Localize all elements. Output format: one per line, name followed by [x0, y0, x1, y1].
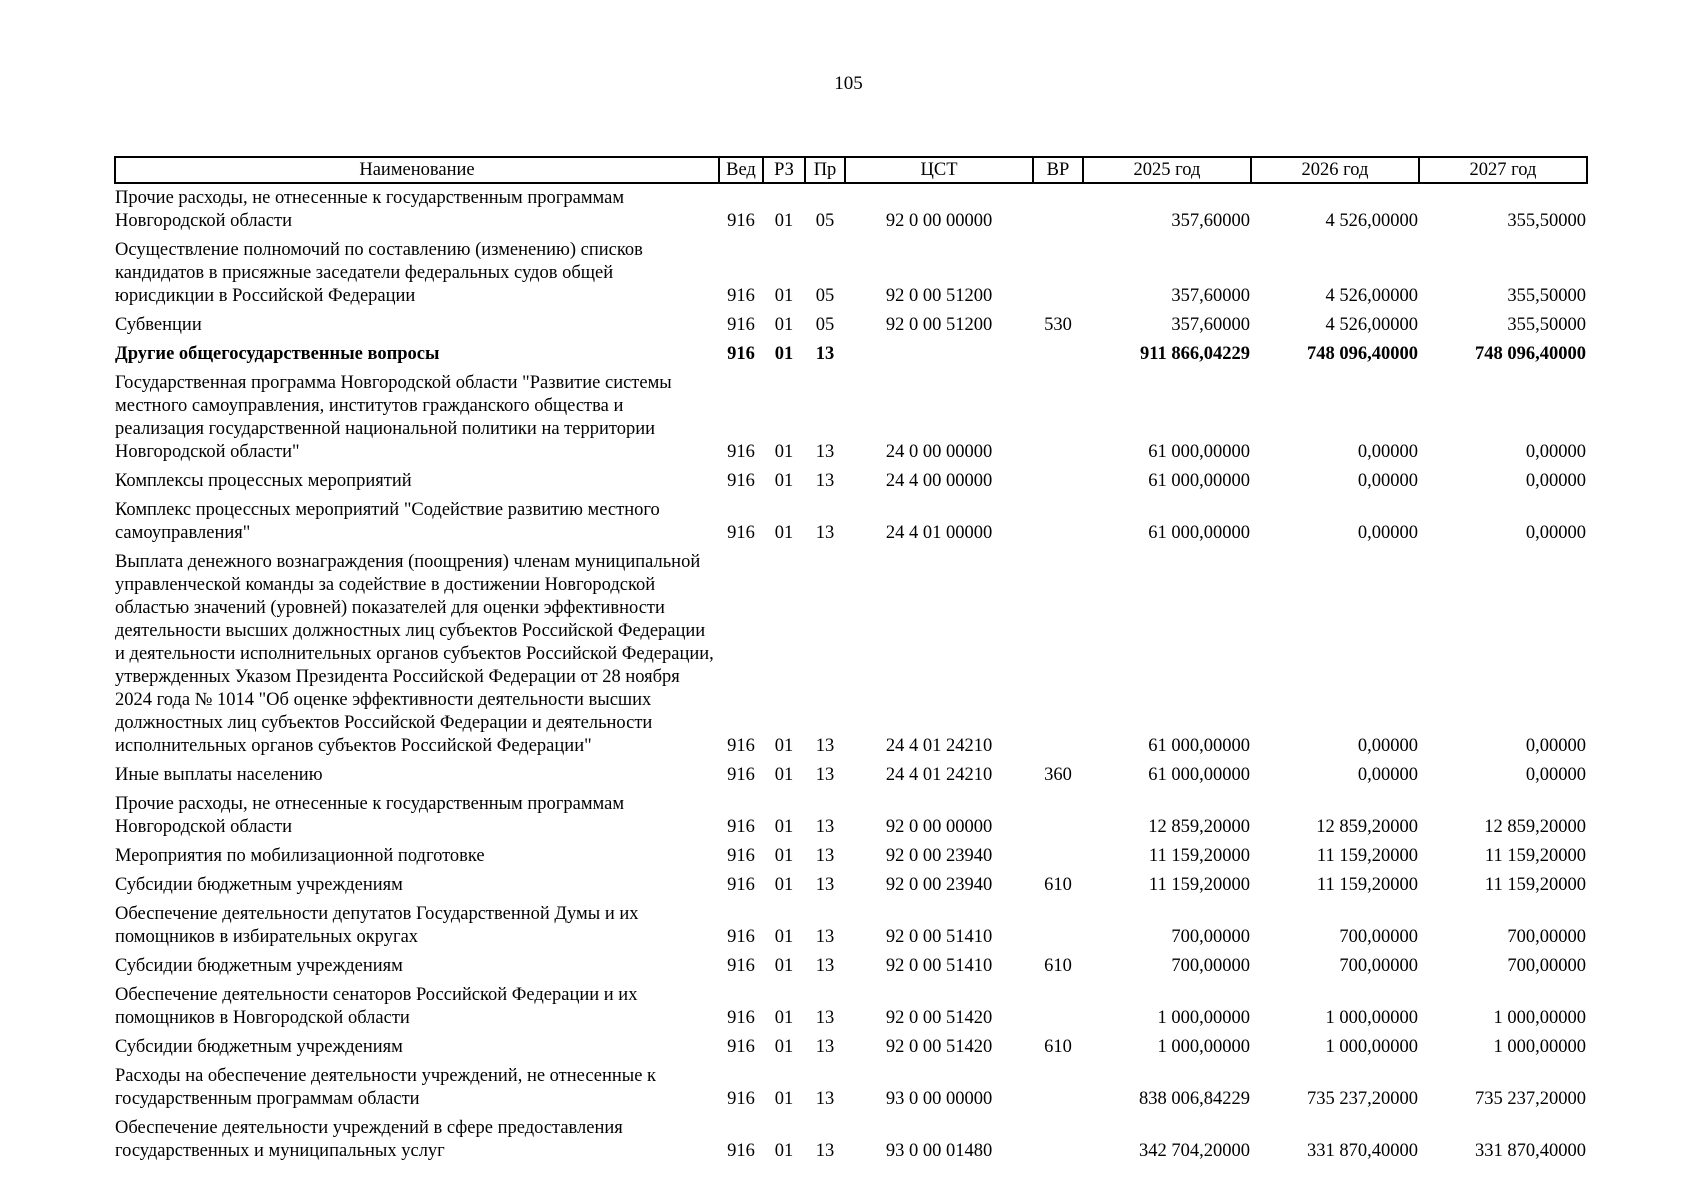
table-row — [115, 183, 1587, 239]
row-2027: 0,00000 — [1525, 442, 1586, 462]
row-cst: 92 0 00 51410 — [885, 956, 993, 976]
row-name: Иные выплаты населению — [115, 765, 323, 785]
row-vr: 610 — [1044, 1037, 1072, 1057]
table-row — [115, 470, 1587, 499]
row-2025: 838 006,84229 — [1139, 1089, 1250, 1109]
row-name: Субсидии бюджетным учреждениям — [115, 875, 403, 895]
row-cst: 24 4 00 00000 — [885, 471, 993, 491]
row-2027: 0,00000 — [1525, 765, 1586, 785]
row-2025: 61 000,00000 — [1148, 736, 1250, 756]
row-2027: 11 159,20000 — [1484, 846, 1586, 866]
row-cst: 24 4 01 00000 — [885, 523, 993, 543]
row-name: Комплекс процессных мероприятий "Содействие развитию местного самоуправления" — [115, 500, 660, 543]
row-ved: 916 — [727, 211, 755, 231]
row-ved: 916 — [727, 817, 755, 837]
row-name: Осуществление полномочий по составлению (изменению) списков кандидатов в присяжные заседатели федеральных судов общей юрисдикции в Российской Федерации — [115, 240, 643, 306]
row-rz: 01 — [774, 211, 794, 231]
header-rz: РЗ — [763, 157, 805, 183]
row-name: Обеспечение деятельности сенаторов Российской Федерации и их помощников в Новгородской области — [115, 985, 638, 1028]
row-rz: 01 — [774, 1089, 794, 1109]
row-ved: 916 — [727, 736, 755, 756]
row-rz: 01 — [774, 286, 794, 306]
row-ved: 916 — [727, 286, 755, 306]
row-vr — [1033, 470, 1083, 499]
row-2027: 11 159,20000 — [1484, 875, 1586, 895]
row-pr: 13 — [815, 344, 835, 364]
row-rz: 01 — [774, 765, 794, 785]
row-rz: 01 — [774, 523, 794, 543]
row-vr: 610 — [1044, 875, 1072, 895]
row-rz: 01 — [774, 817, 794, 837]
row-rz: 01 — [774, 1037, 794, 1057]
row-rz: 01 — [774, 315, 794, 335]
table-row — [115, 499, 1587, 551]
row-pr: 13 — [815, 1008, 835, 1028]
row-2027: 355,50000 — [1507, 211, 1586, 231]
table-row — [115, 1117, 1587, 1169]
table-row — [115, 343, 1587, 372]
row-rz: 01 — [774, 736, 794, 756]
table-header-row — [115, 157, 1587, 183]
header-pr: Пр — [805, 157, 845, 183]
header-2025: 2025 год — [1083, 157, 1251, 183]
table-row — [115, 874, 1587, 903]
row-2026: 700,00000 — [1339, 956, 1418, 976]
header-2026: 2026 год — [1251, 157, 1419, 183]
row-vr — [1033, 343, 1083, 372]
row-2027: 12 859,20000 — [1484, 817, 1586, 837]
row-pr: 13 — [815, 1037, 835, 1057]
row-pr: 13 — [815, 875, 835, 895]
row-2027: 748 096,40000 — [1475, 344, 1586, 364]
row-2025: 342 704,20000 — [1139, 1141, 1250, 1161]
row-2025: 61 000,00000 — [1148, 765, 1250, 785]
row-ved: 916 — [727, 875, 755, 895]
row-vr — [1033, 372, 1083, 470]
row-rz: 01 — [774, 875, 794, 895]
header-cst: ЦСТ — [845, 157, 1033, 183]
row-vr: 610 — [1044, 956, 1072, 976]
row-cst: 93 0 00 01480 — [885, 1141, 993, 1161]
row-name: Обеспечение деятельности депутатов Государственной Думы и их помощников в избирательных округах — [115, 904, 639, 947]
row-2026: 4 526,00000 — [1325, 315, 1418, 335]
row-pr: 13 — [815, 846, 835, 866]
row-cst: 92 0 00 23940 — [885, 846, 993, 866]
row-ved: 916 — [727, 1141, 755, 1161]
row-cst: 92 0 00 51410 — [885, 927, 993, 947]
table-row — [115, 984, 1587, 1036]
table-row — [115, 793, 1587, 845]
row-cst: 93 0 00 00000 — [885, 1089, 993, 1109]
row-cst: 24 4 01 24210 — [885, 736, 993, 756]
row-2026: 700,00000 — [1339, 927, 1418, 947]
row-pr: 13 — [815, 736, 835, 756]
row-cst: 92 0 00 00000 — [885, 211, 993, 231]
row-pr: 05 — [815, 286, 835, 306]
row-pr: 13 — [815, 765, 835, 785]
row-2027: 1 000,00000 — [1493, 1008, 1586, 1028]
table-body — [115, 183, 1587, 1169]
row-name: Комплексы процессных мероприятий — [115, 471, 412, 491]
row-rz: 01 — [774, 1141, 794, 1161]
row-2026: 331 870,40000 — [1307, 1141, 1418, 1161]
row-cst: 92 0 00 23940 — [885, 875, 993, 895]
table-row — [115, 239, 1587, 314]
row-rz: 01 — [774, 344, 794, 364]
row-2026: 1 000,00000 — [1325, 1008, 1418, 1028]
budget-table — [114, 156, 1588, 1169]
table-row — [115, 955, 1587, 984]
row-cst: 92 0 00 51200 — [885, 315, 993, 335]
row-name: Другие общегосударственные вопросы — [115, 344, 440, 364]
row-vr — [1033, 903, 1083, 955]
row-2026: 11 159,20000 — [1316, 875, 1418, 895]
row-2026: 4 526,00000 — [1325, 286, 1418, 306]
row-vr — [1033, 845, 1083, 874]
row-ved: 916 — [727, 956, 755, 976]
row-ved: 916 — [727, 471, 755, 491]
row-rz: 01 — [774, 1008, 794, 1028]
row-2025: 11 159,20000 — [1148, 875, 1250, 895]
row-2026: 735 237,20000 — [1307, 1089, 1418, 1109]
row-2025: 12 859,20000 — [1148, 817, 1250, 837]
row-2025: 911 866,04229 — [1140, 344, 1250, 364]
row-2027: 331 870,40000 — [1475, 1141, 1586, 1161]
row-ved: 916 — [727, 927, 755, 947]
row-cst: 92 0 00 51200 — [885, 286, 993, 306]
row-name: Субсидии бюджетным учреждениям — [115, 1037, 403, 1057]
row-pr: 13 — [815, 1089, 835, 1109]
row-2026: 1 000,00000 — [1325, 1037, 1418, 1057]
row-vr — [1033, 1065, 1083, 1117]
table-row — [115, 764, 1587, 793]
row-2025: 11 159,20000 — [1148, 846, 1250, 866]
table-row — [115, 845, 1587, 874]
row-ved: 916 — [727, 344, 755, 364]
row-2027: 355,50000 — [1507, 286, 1586, 306]
row-2026: 0,00000 — [1357, 471, 1418, 491]
row-rz: 01 — [774, 442, 794, 462]
row-cst: 24 0 00 00000 — [885, 442, 993, 462]
row-name: Расходы на обеспечение деятельности учреждений, не отнесенные к государственным программам области — [115, 1066, 657, 1109]
row-cst: 92 0 00 51420 — [885, 1008, 993, 1028]
row-2026: 0,00000 — [1357, 523, 1418, 543]
row-cst: 24 4 01 24210 — [885, 765, 993, 785]
header-ved: Вед — [719, 157, 763, 183]
table-row — [115, 314, 1587, 343]
row-vr: 530 — [1044, 315, 1072, 335]
row-pr: 13 — [815, 523, 835, 543]
row-2025: 357,60000 — [1171, 286, 1250, 306]
row-rz: 01 — [774, 846, 794, 866]
row-ved: 916 — [727, 442, 755, 462]
row-2025: 61 000,00000 — [1148, 471, 1250, 491]
row-rz: 01 — [774, 956, 794, 976]
row-name: Обеспечение деятельности учреждений в сфере предоставления государственных и муниципальных услуг — [115, 1118, 623, 1161]
row-ved: 916 — [727, 765, 755, 785]
row-2027: 700,00000 — [1507, 927, 1586, 947]
row-vr — [1033, 499, 1083, 551]
row-vr — [1033, 183, 1083, 239]
table-row — [115, 1036, 1587, 1065]
table-row — [115, 903, 1587, 955]
row-rz: 01 — [774, 471, 794, 491]
header-vr: ВР — [1033, 157, 1083, 183]
row-pr: 13 — [815, 956, 835, 976]
row-vr: 360 — [1044, 765, 1072, 785]
row-pr: 13 — [815, 927, 835, 947]
row-cst: 92 0 00 51420 — [885, 1037, 993, 1057]
row-pr: 05 — [815, 211, 835, 231]
row-2026: 0,00000 — [1357, 442, 1418, 462]
row-2025: 61 000,00000 — [1148, 442, 1250, 462]
row-2026: 0,00000 — [1357, 736, 1418, 756]
row-2025: 357,60000 — [1171, 211, 1250, 231]
row-2026: 11 159,20000 — [1316, 846, 1418, 866]
table-row — [115, 372, 1587, 470]
row-2027: 0,00000 — [1525, 523, 1586, 543]
row-2025: 357,60000 — [1171, 315, 1250, 335]
row-ved: 916 — [727, 1037, 755, 1057]
table-row — [115, 551, 1587, 764]
row-2025: 1 000,00000 — [1157, 1037, 1250, 1057]
row-vr — [1033, 551, 1083, 764]
table-row — [115, 1065, 1587, 1117]
row-ved: 916 — [727, 1089, 755, 1109]
row-name: Прочие расходы, не отнесенные к государственным программам Новгородской области — [115, 188, 625, 231]
row-2027: 355,50000 — [1507, 315, 1586, 335]
row-cst: 92 0 00 00000 — [885, 817, 993, 837]
row-vr — [1033, 984, 1083, 1036]
page-number: 105 — [834, 73, 863, 94]
row-pr: 13 — [815, 817, 835, 837]
row-ved: 916 — [727, 315, 755, 335]
row-2027: 700,00000 — [1507, 956, 1586, 976]
row-2026: 0,00000 — [1357, 765, 1418, 785]
header-2027: 2027 год — [1419, 157, 1587, 183]
row-name: Выплата денежного вознаграждения (поощрения) членам муниципальной управленческой команды за содействие в достижении Новгородской областью значений (уровней) показателей для оценки эффективности деятельности высших должностных лиц субъектов Российской Федерации и деятельности исполнительных органов субъектов Российской Федерации, утвержденных Указом Президента Российской Федерации от 28 ноября 2024 года № 1014 "Об оценке эффективности деятельности высших должностных лиц субъектов Российской Федерации и деятельности исполнительных органов субъектов Российской Федерации" — [115, 552, 714, 756]
row-2025: 1 000,00000 — [1157, 1008, 1250, 1028]
row-name: Прочие расходы, не отнесенные к государственным программам Новгородской области — [115, 794, 625, 837]
row-2025: 61 000,00000 — [1148, 523, 1250, 543]
row-ved: 916 — [727, 523, 755, 543]
row-rz: 01 — [774, 927, 794, 947]
row-pr: 05 — [815, 315, 835, 335]
row-vr — [1033, 239, 1083, 314]
row-ved: 916 — [727, 1008, 755, 1028]
row-cst — [845, 343, 1033, 372]
row-2027: 1 000,00000 — [1493, 1037, 1586, 1057]
row-2026: 12 859,20000 — [1316, 817, 1418, 837]
row-name: Государственная программа Новгородской области "Развитие системы местного самоуправления, институтов гражданского общества и реализация государственной национальной политики на территории Новгородской области" — [115, 373, 672, 462]
row-2026: 748 096,40000 — [1307, 344, 1418, 364]
row-pr: 13 — [815, 471, 835, 491]
row-name: Субсидии бюджетным учреждениям — [115, 956, 403, 976]
row-pr: 13 — [815, 442, 835, 462]
row-ved: 916 — [727, 846, 755, 866]
row-vr — [1033, 1117, 1083, 1169]
row-2027: 0,00000 — [1525, 736, 1586, 756]
row-2027: 735 237,20000 — [1475, 1089, 1586, 1109]
row-2025: 700,00000 — [1171, 956, 1250, 976]
row-pr: 13 — [815, 1141, 835, 1161]
row-name: Мероприятия по мобилизационной подготовке — [115, 846, 485, 866]
row-2025: 700,00000 — [1171, 927, 1250, 947]
row-vr — [1033, 793, 1083, 845]
row-2026: 4 526,00000 — [1325, 211, 1418, 231]
row-2027: 0,00000 — [1525, 471, 1586, 491]
header-name: Наименование — [115, 157, 719, 183]
row-name: Субвенции — [115, 315, 202, 335]
